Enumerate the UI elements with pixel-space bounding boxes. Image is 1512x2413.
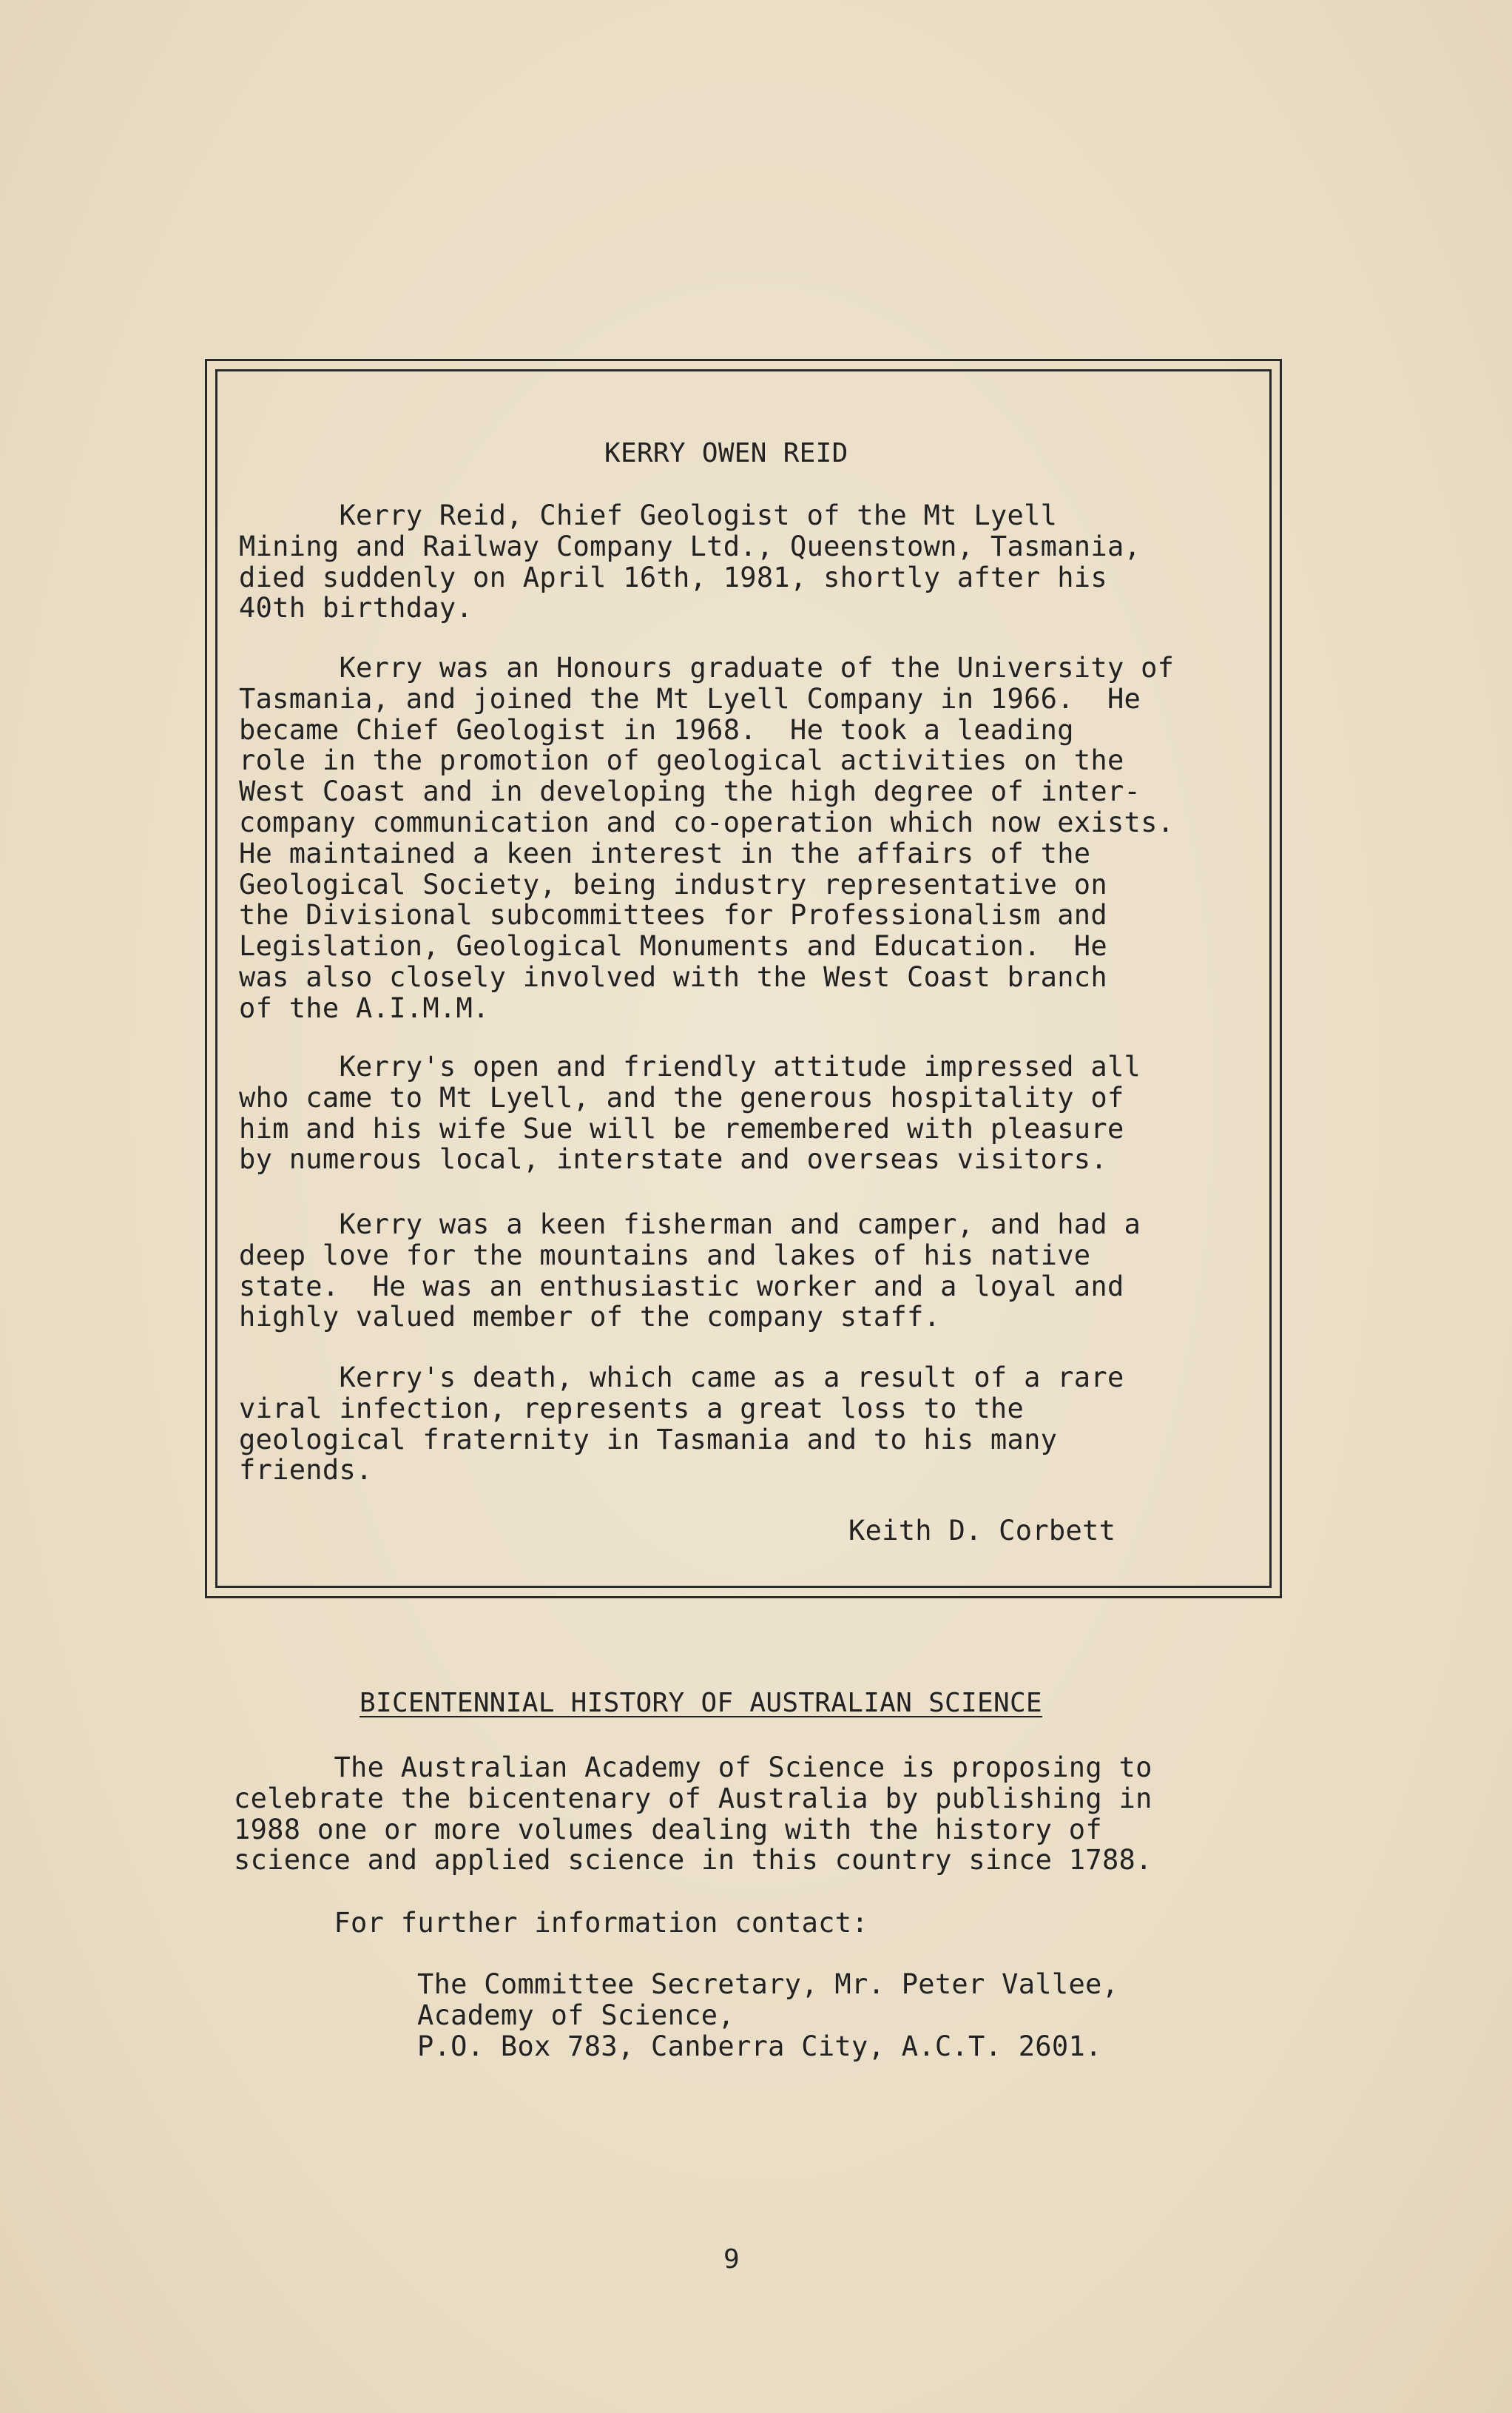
page-number: 9 — [723, 2244, 740, 2275]
notice-contact-address: The Committee Secretary, Mr. Peter Vallee, Academy of Science, P.O. Box 783, Canberra City, A.C.T. 2601. — [417, 1968, 1119, 2062]
notice-title: BICENTENNIAL HISTORY OF AUSTRALIAN SCIENCE — [360, 1688, 1042, 1718]
obituary-paragraph-3: Kerry's open and friendly attitude impressed all who came to Mt Lyell, and the generous hospitality of him and his wife Sue will be remembered with pleasure by numerous local, interstate and overseas visitors. — [239, 1051, 1141, 1176]
obituary-paragraph-4: Kerry was a keen fisherman and camper, and had a deep love for the mountains and lakes of his native state. He was an enthusiastic worker and a loyal and highly valued member of the company staff. — [239, 1208, 1141, 1333]
obituary-paragraph-5: Kerry's death, which came as a result of a rare viral infection, represents a great loss to the geological fraternity in Tasmania and to his many friends. — [239, 1362, 1124, 1487]
obituary-title: KERRY OWEN REID — [604, 438, 848, 468]
notice-contact-intro: For further information contact: — [234, 1907, 868, 1939]
obituary-paragraph-2: Kerry was an Honours graduate of the University of Tasmania, and joined the Mt Lyell Company in 1966. He became Chief Geologist in 1968. He took a leading role in the promotion of geological activities on the West Coast and in developing the high degree of inter- company communication and co-operation which now exists. He maintained a keen interest in the affairs of the Geological Society, being industry representative on the Divisional subcommittees for Professionalism and Legislation, Geological Monuments and Education. He was also closely involved with the West Coast branch of the A.I.M.M. — [239, 652, 1175, 1024]
obituary-paragraph-1: Kerry Reid, Chief Geologist of the Mt Lyell Mining and Railway Company Ltd., Queenstown, Tasmania, died suddenly on April 16th, 1981, shortly after his 40th birthday. — [239, 499, 1141, 625]
obituary-signature: Keith D. Corbett — [848, 1515, 1116, 1547]
notice-paragraph: The Australian Academy of Science is proposing to celebrate the bicentenary of Australia by publishing in 1988 one or more volumes dealing with the history of science and applied science in this country since 1788. — [234, 1751, 1152, 1877]
